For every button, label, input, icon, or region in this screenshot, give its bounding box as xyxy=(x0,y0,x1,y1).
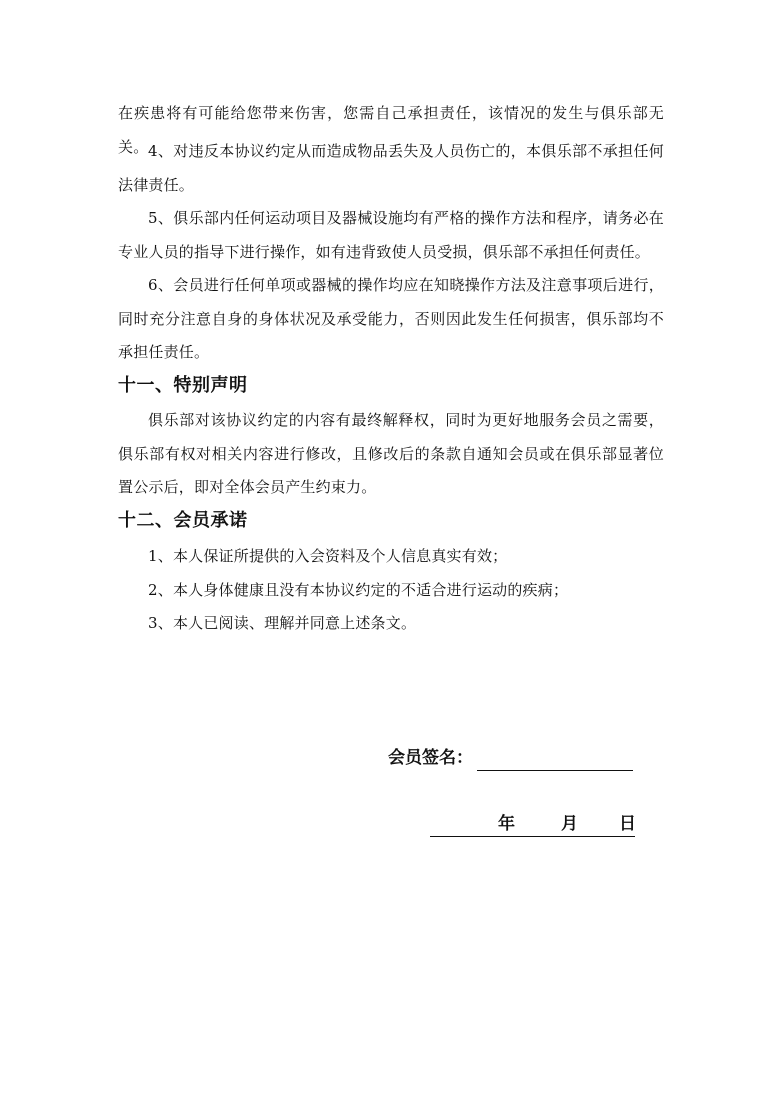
section-heading-special-statement: 十一、特别声明 xyxy=(118,375,248,396)
commitment-item-1: 1、本人保证所提供的入会资料及个人信息真实有效； xyxy=(148,547,508,565)
date-year-label: 年 xyxy=(498,814,515,834)
section-heading-member-commitment: 十二、会员承诺 xyxy=(118,510,248,531)
date-day-label: 日 xyxy=(619,814,636,834)
signature-line[interactable] xyxy=(477,750,633,771)
signature-row xyxy=(388,745,633,771)
signature-label: 会员签名： xyxy=(388,748,473,768)
special-statement-body: 俱乐部对该协议约定的内容有最终解释权，同时为更好地服务会员之需要，俱乐部有权对相关内容进行修改，且修改后的条款自通知会员或在俱乐部显著位置公示后，即对全体会员产生约束力。 xyxy=(118,411,664,496)
commitment-item-2: 2、本人身体健康且没有本协议约定的不适合进行运动的疾病； xyxy=(148,581,569,599)
date-month-label: 月 xyxy=(561,814,578,834)
clause-item-4: 4、对违反本协议约定从而造成物品丢失及人员伤亡的，本俱乐部不承担任何法律责任。 xyxy=(118,142,664,194)
paragraph-continuation: 在疾患将有可能给您带来伤害，您需自己承担责任，该情况的发生与俱乐部无关。 xyxy=(118,104,664,156)
clause-item-6: 6、会员进行任何单项或器械的操作均应在知晓操作方法及注意事项后进行，同时充分注意自身的身体状况及承受能力，否则因此发生任何损害，俱乐部均不承担任责任。 xyxy=(118,276,664,361)
commitment-item-3: 3、本人已阅读、理解并同意上述条文。 xyxy=(148,614,417,632)
clause-item-5: 5、俱乐部内任何运动项目及器械设施均有严格的操作方法和程序，请务必在专业人员的指导下进行操作，如有违背致使人员受损，俱乐部不承担任何责任。 xyxy=(118,209,664,261)
date-line[interactable] xyxy=(430,812,635,837)
